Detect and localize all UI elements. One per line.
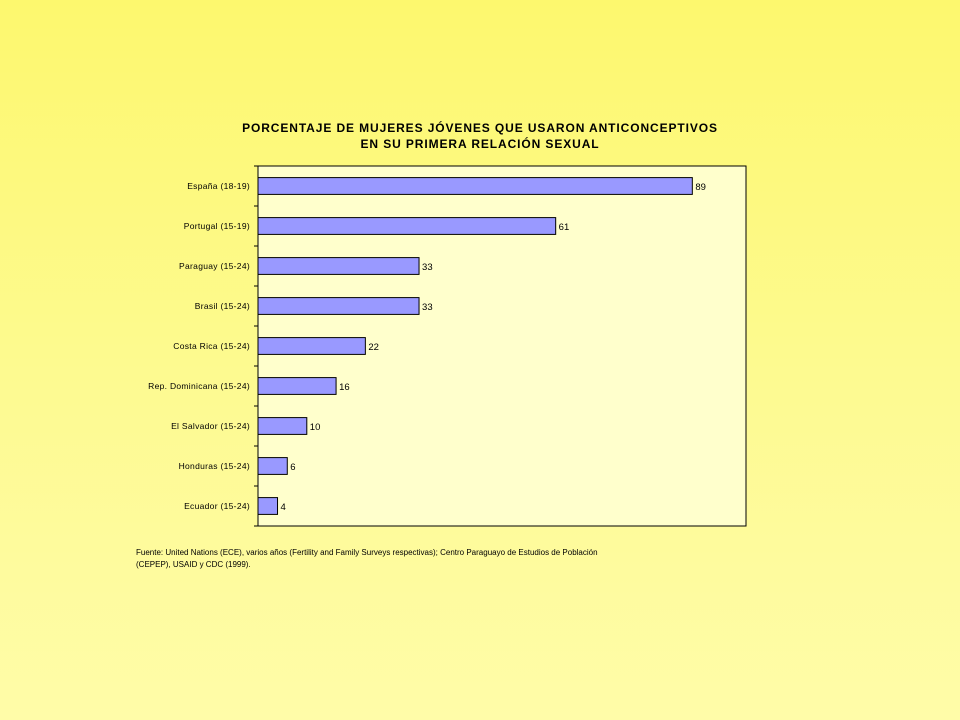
source-note-line-1: Fuente: United Nations (ECE), varios años (Fertility and Family Surveys respectivas); Centro Paraguayo de Estudios de Población bbox=[136, 548, 598, 557]
bar bbox=[258, 338, 365, 355]
category-label: Paraguay (15-24) bbox=[179, 261, 250, 271]
value-label: 89 bbox=[695, 182, 706, 193]
category-label: Rep. Dominicana (15-24) bbox=[148, 381, 250, 391]
value-label: 10 bbox=[309, 422, 321, 433]
value-label: 16 bbox=[339, 382, 350, 393]
axis-ticks bbox=[254, 166, 258, 526]
category-label: Portugal (15-19) bbox=[183, 221, 250, 231]
category-label: Brasil (15-24) bbox=[194, 301, 250, 311]
bar bbox=[258, 178, 692, 195]
bar bbox=[258, 258, 419, 275]
bar bbox=[258, 498, 278, 515]
category-label: Costa Rica (15-24) bbox=[173, 341, 250, 351]
bar bbox=[258, 218, 556, 235]
category-labels bbox=[148, 181, 250, 511]
value-label: 6 bbox=[290, 462, 296, 473]
bar bbox=[258, 298, 419, 315]
bar bbox=[258, 378, 336, 395]
source-note bbox=[136, 547, 696, 571]
category-label: El Salvador (15-24) bbox=[171, 421, 250, 431]
chart-title-line-2: EN SU PRIMERA RELACIÓN SEXUAL bbox=[360, 137, 600, 151]
category-label: España (18-19) bbox=[187, 181, 250, 191]
value-label: 33 bbox=[422, 262, 433, 273]
source-note-line-2: (CEPEP), USAID y CDC (1999). bbox=[136, 560, 251, 569]
category-label: Ecuador (15-24) bbox=[184, 501, 250, 511]
value-label: 4 bbox=[280, 502, 286, 513]
value-label: 22 bbox=[368, 342, 379, 353]
value-label: 61 bbox=[558, 222, 570, 233]
bar bbox=[258, 418, 307, 435]
chart-title-line-1: PORCENTAJE DE MUJERES JÓVENES QUE USARON ANTICONCEPTIVOS bbox=[242, 121, 718, 135]
bar bbox=[258, 458, 287, 475]
value-label: 33 bbox=[422, 302, 433, 313]
category-label: Honduras (15-24) bbox=[178, 461, 250, 471]
